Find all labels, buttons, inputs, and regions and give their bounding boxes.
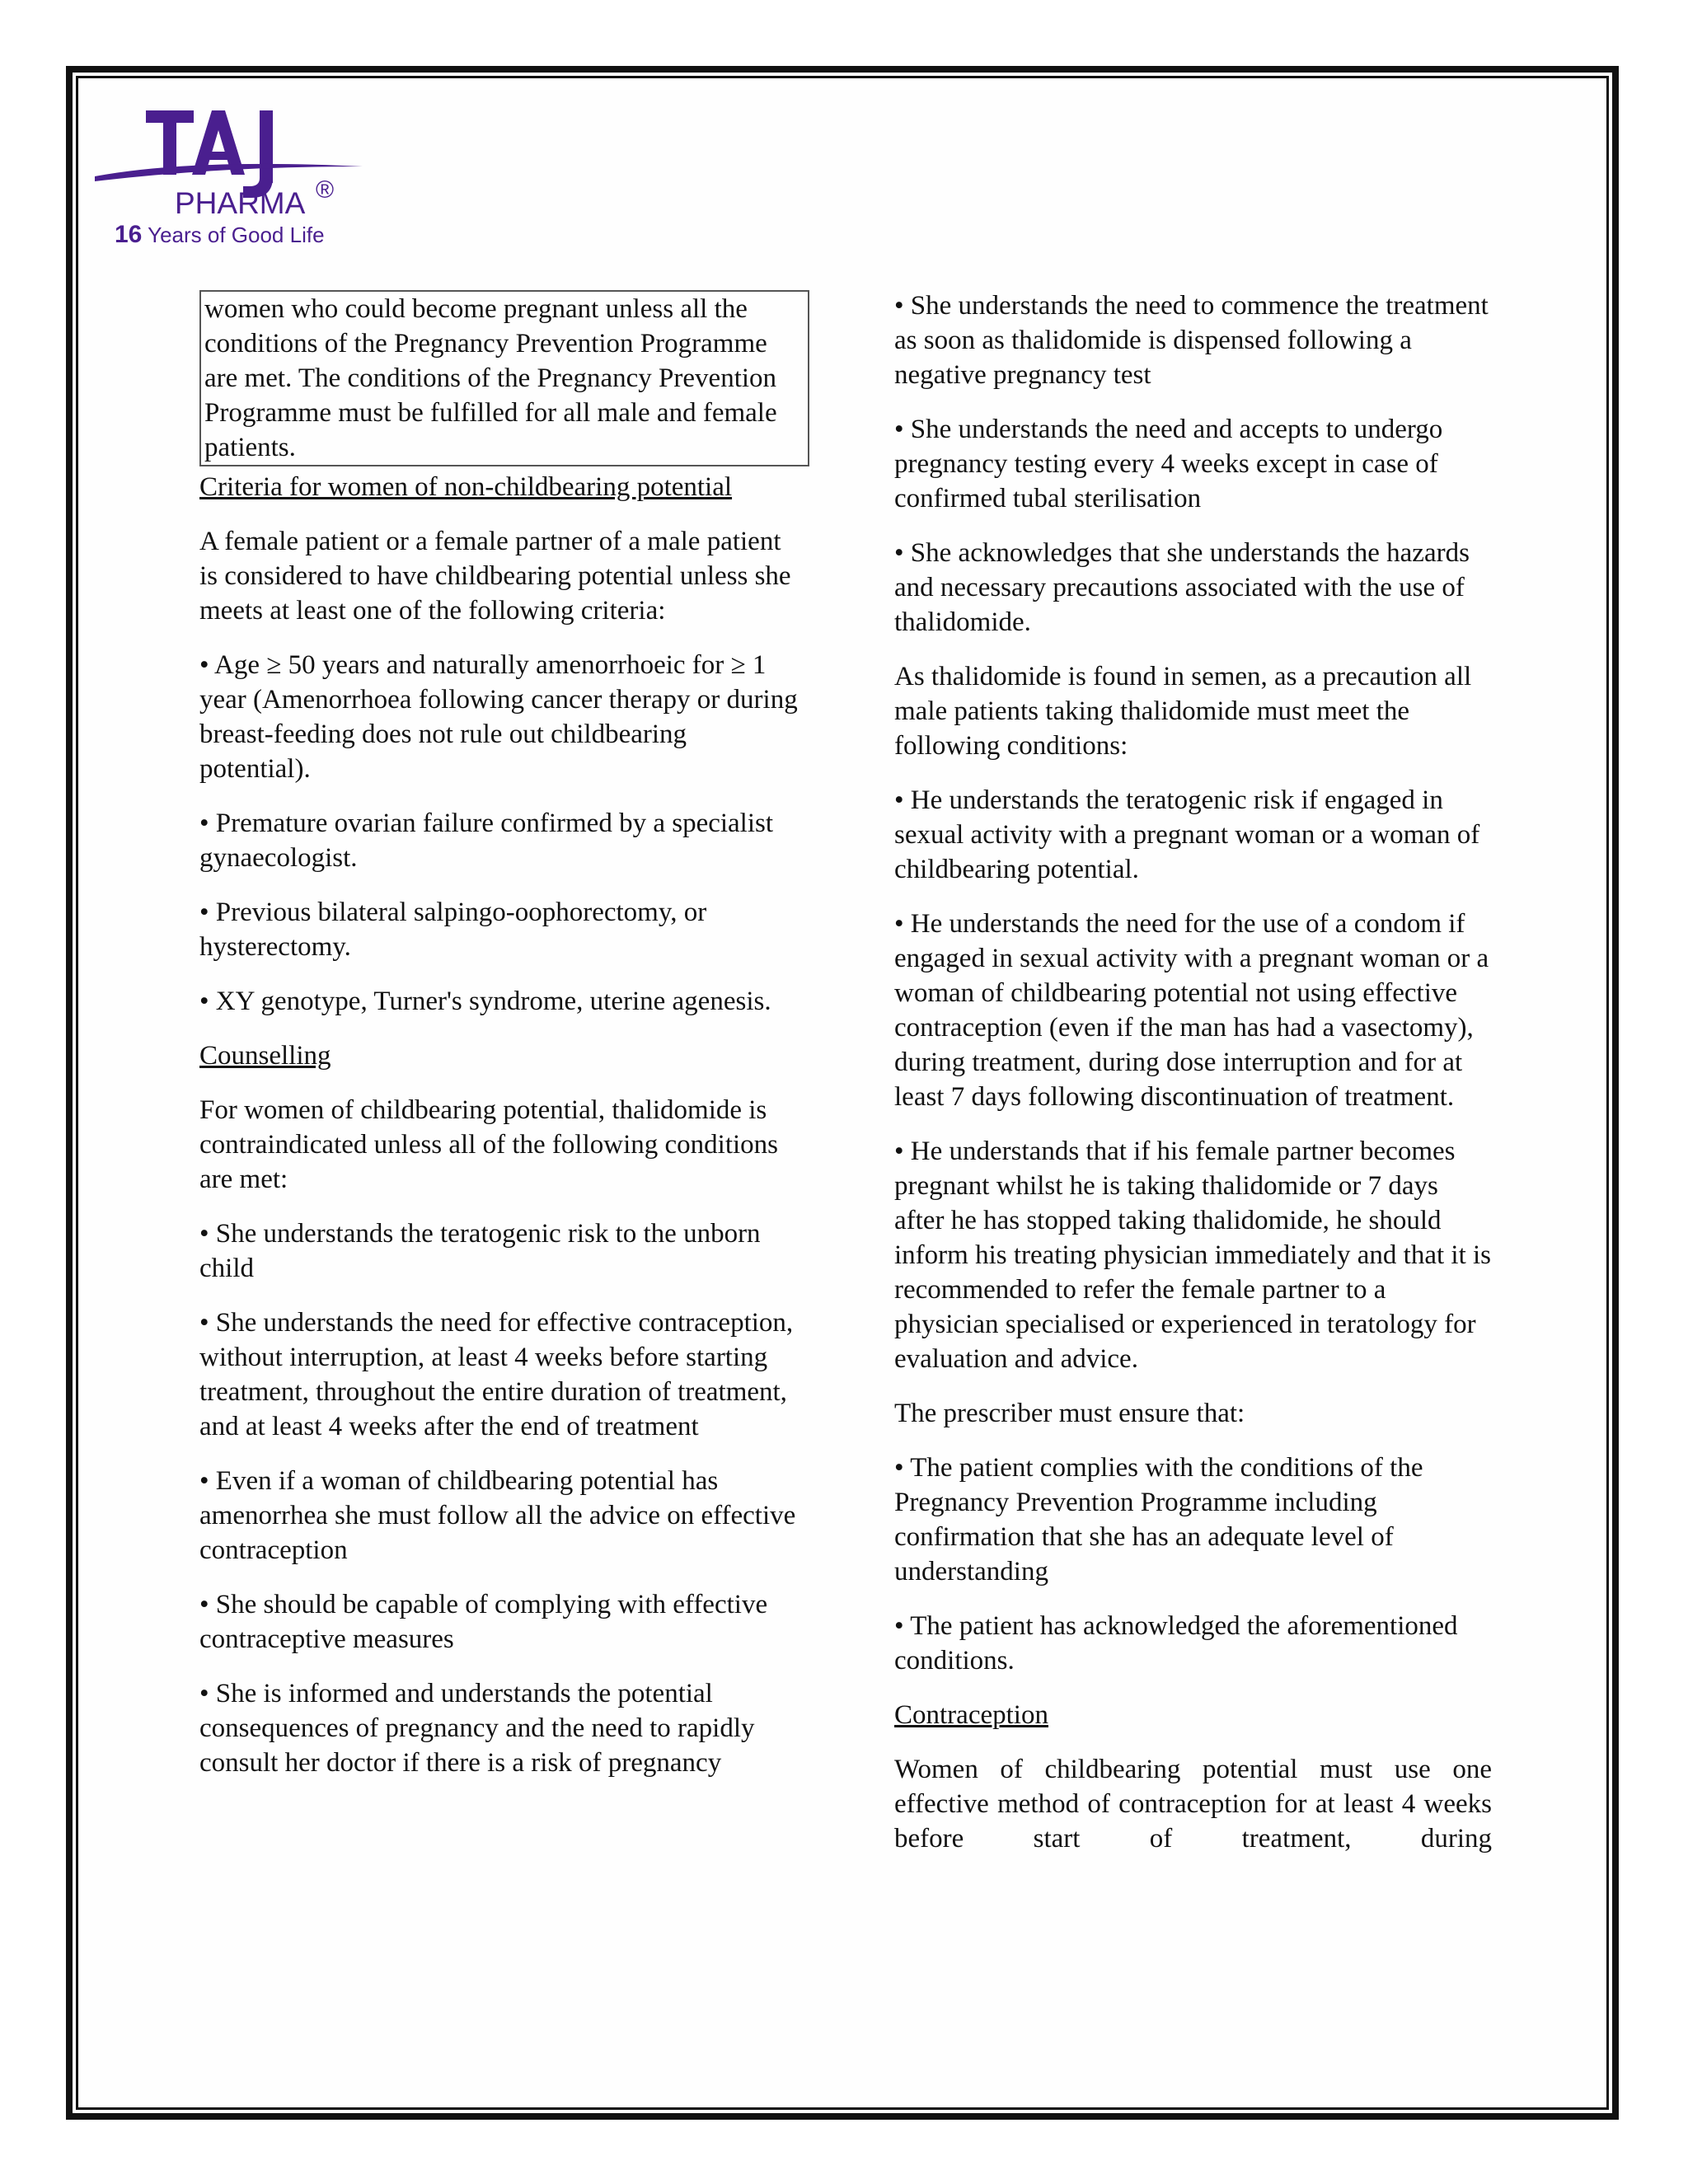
male-intro: As thalidomide is found in semen, as a precaution all male patients taking thalidomide must meet the following conditions:	[894, 662, 1472, 761]
list-item: • XY genotype, Turner's syndrome, uterine agenesis.	[199, 987, 771, 1016]
list-item: • He understands the need for the use of a condom if engaged in sexual activity with a pregnant woman or a woman of childbearing potential not using effective contraception (even if the man has had a vasectomy), during treatment, during dose interruption and for at least 7 days following discontinuation of treatment.	[894, 909, 1489, 1112]
list-item: • She understands the teratogenic risk to the unborn child	[199, 1219, 761, 1283]
prescriber-intro: The prescriber must ensure that:	[894, 1399, 1245, 1428]
right-column	[894, 288, 1492, 1876]
list-item: • She is informed and understands the potential consequences of pregnancy and the need to rapidly consult her doctor if there is a risk of pregnancy	[199, 1679, 755, 1778]
list-item: • Premature ovarian failure confirmed by a specialist gynaecologist.	[199, 808, 774, 873]
list-item: • The patient complies with the conditions of the Pregnancy Prevention Programme including confirmation that she has an adequate level of understanding	[894, 1453, 1423, 1586]
contraception-paragraph: Women of childbearing potential must use one effective method of contraception for at least 4 weeks before start of treatment, during	[894, 1755, 1492, 1854]
list-item: • She understands the need for effective contraception, without interruption, at least 4 weeks before starting treatment, throughout the entire duration of treatment, and at least 4 weeks after the end of treatment	[199, 1308, 794, 1441]
registered-mark: ®	[316, 176, 335, 204]
criteria-intro: A female patient or a female partner of a male patient is considered to have childbearing potential unless she meets at least one of the following criteria:	[199, 527, 791, 626]
left-column	[199, 290, 801, 1800]
logo-tagline-text: Years of Good Life	[142, 223, 325, 247]
list-item: • Previous bilateral salpingo-oophorectomy, or hysterectomy.	[199, 898, 707, 962]
logo-tagline-number: 16	[115, 221, 143, 248]
taj-pharma-logo	[95, 101, 367, 257]
list-item: • She acknowledges that she understands the hazards and necessary precautions associated with the use of thalidomide.	[894, 538, 1470, 637]
list-item: • The patient has acknowledged the aforementioned conditions.	[894, 1611, 1458, 1675]
logo-tagline	[115, 223, 325, 247]
counselling-intro: For women of childbearing potential, thalidomide is contraindicated unless all of the following conditions are met:	[199, 1095, 779, 1194]
heading-criteria: Criteria for women of non-childbearing potential	[199, 472, 733, 502]
list-item: • He understands the teratogenic risk if engaged in sexual activity with a pregnant woman or a woman of childbearing potential.	[894, 785, 1480, 884]
list-item: • She understands the need to commence the treatment as soon as thalidomide is dispensed following a negative pregnancy test	[894, 291, 1489, 390]
heading-counselling: Counselling	[199, 1041, 331, 1071]
list-item: • Even if a woman of childbearing potential has amenorrhea she must follow all the advice on effective contraception	[199, 1466, 796, 1565]
list-item: • He understands that if his female partner becomes pregnant whilst he is taking thalidomide or 7 days after he has stopped taking thalidomide, he should inform his treating physician immediately and that it is recommended to refer the female partner to a physician specialised or experienced in teratology for evaluation and advice.	[894, 1137, 1492, 1374]
list-item: • She should be capable of complying with effective contraceptive measures	[199, 1590, 768, 1654]
list-item: • Age ≥ 50 years and naturally amenorrhoeic for ≥ 1 year (Amenorrhoea following cancer therapy or during breast-feeding does not rule out childbearing potential).	[199, 650, 798, 784]
logo-pharma-text: PHARMA	[175, 186, 306, 220]
heading-contraception: Contraception	[894, 1700, 1048, 1730]
list-item: • She understands the need and accepts to undergo pregnancy testing every 4 weeks except in case of confirmed tubal sterilisation	[894, 415, 1443, 513]
boxed-paragraph: women who could become pregnant unless all the conditions of the Pregnancy Prevention Programme are met. The conditions of the Pregnancy Prevention Programme must be fulfilled for all male and female patients.	[199, 290, 809, 466]
